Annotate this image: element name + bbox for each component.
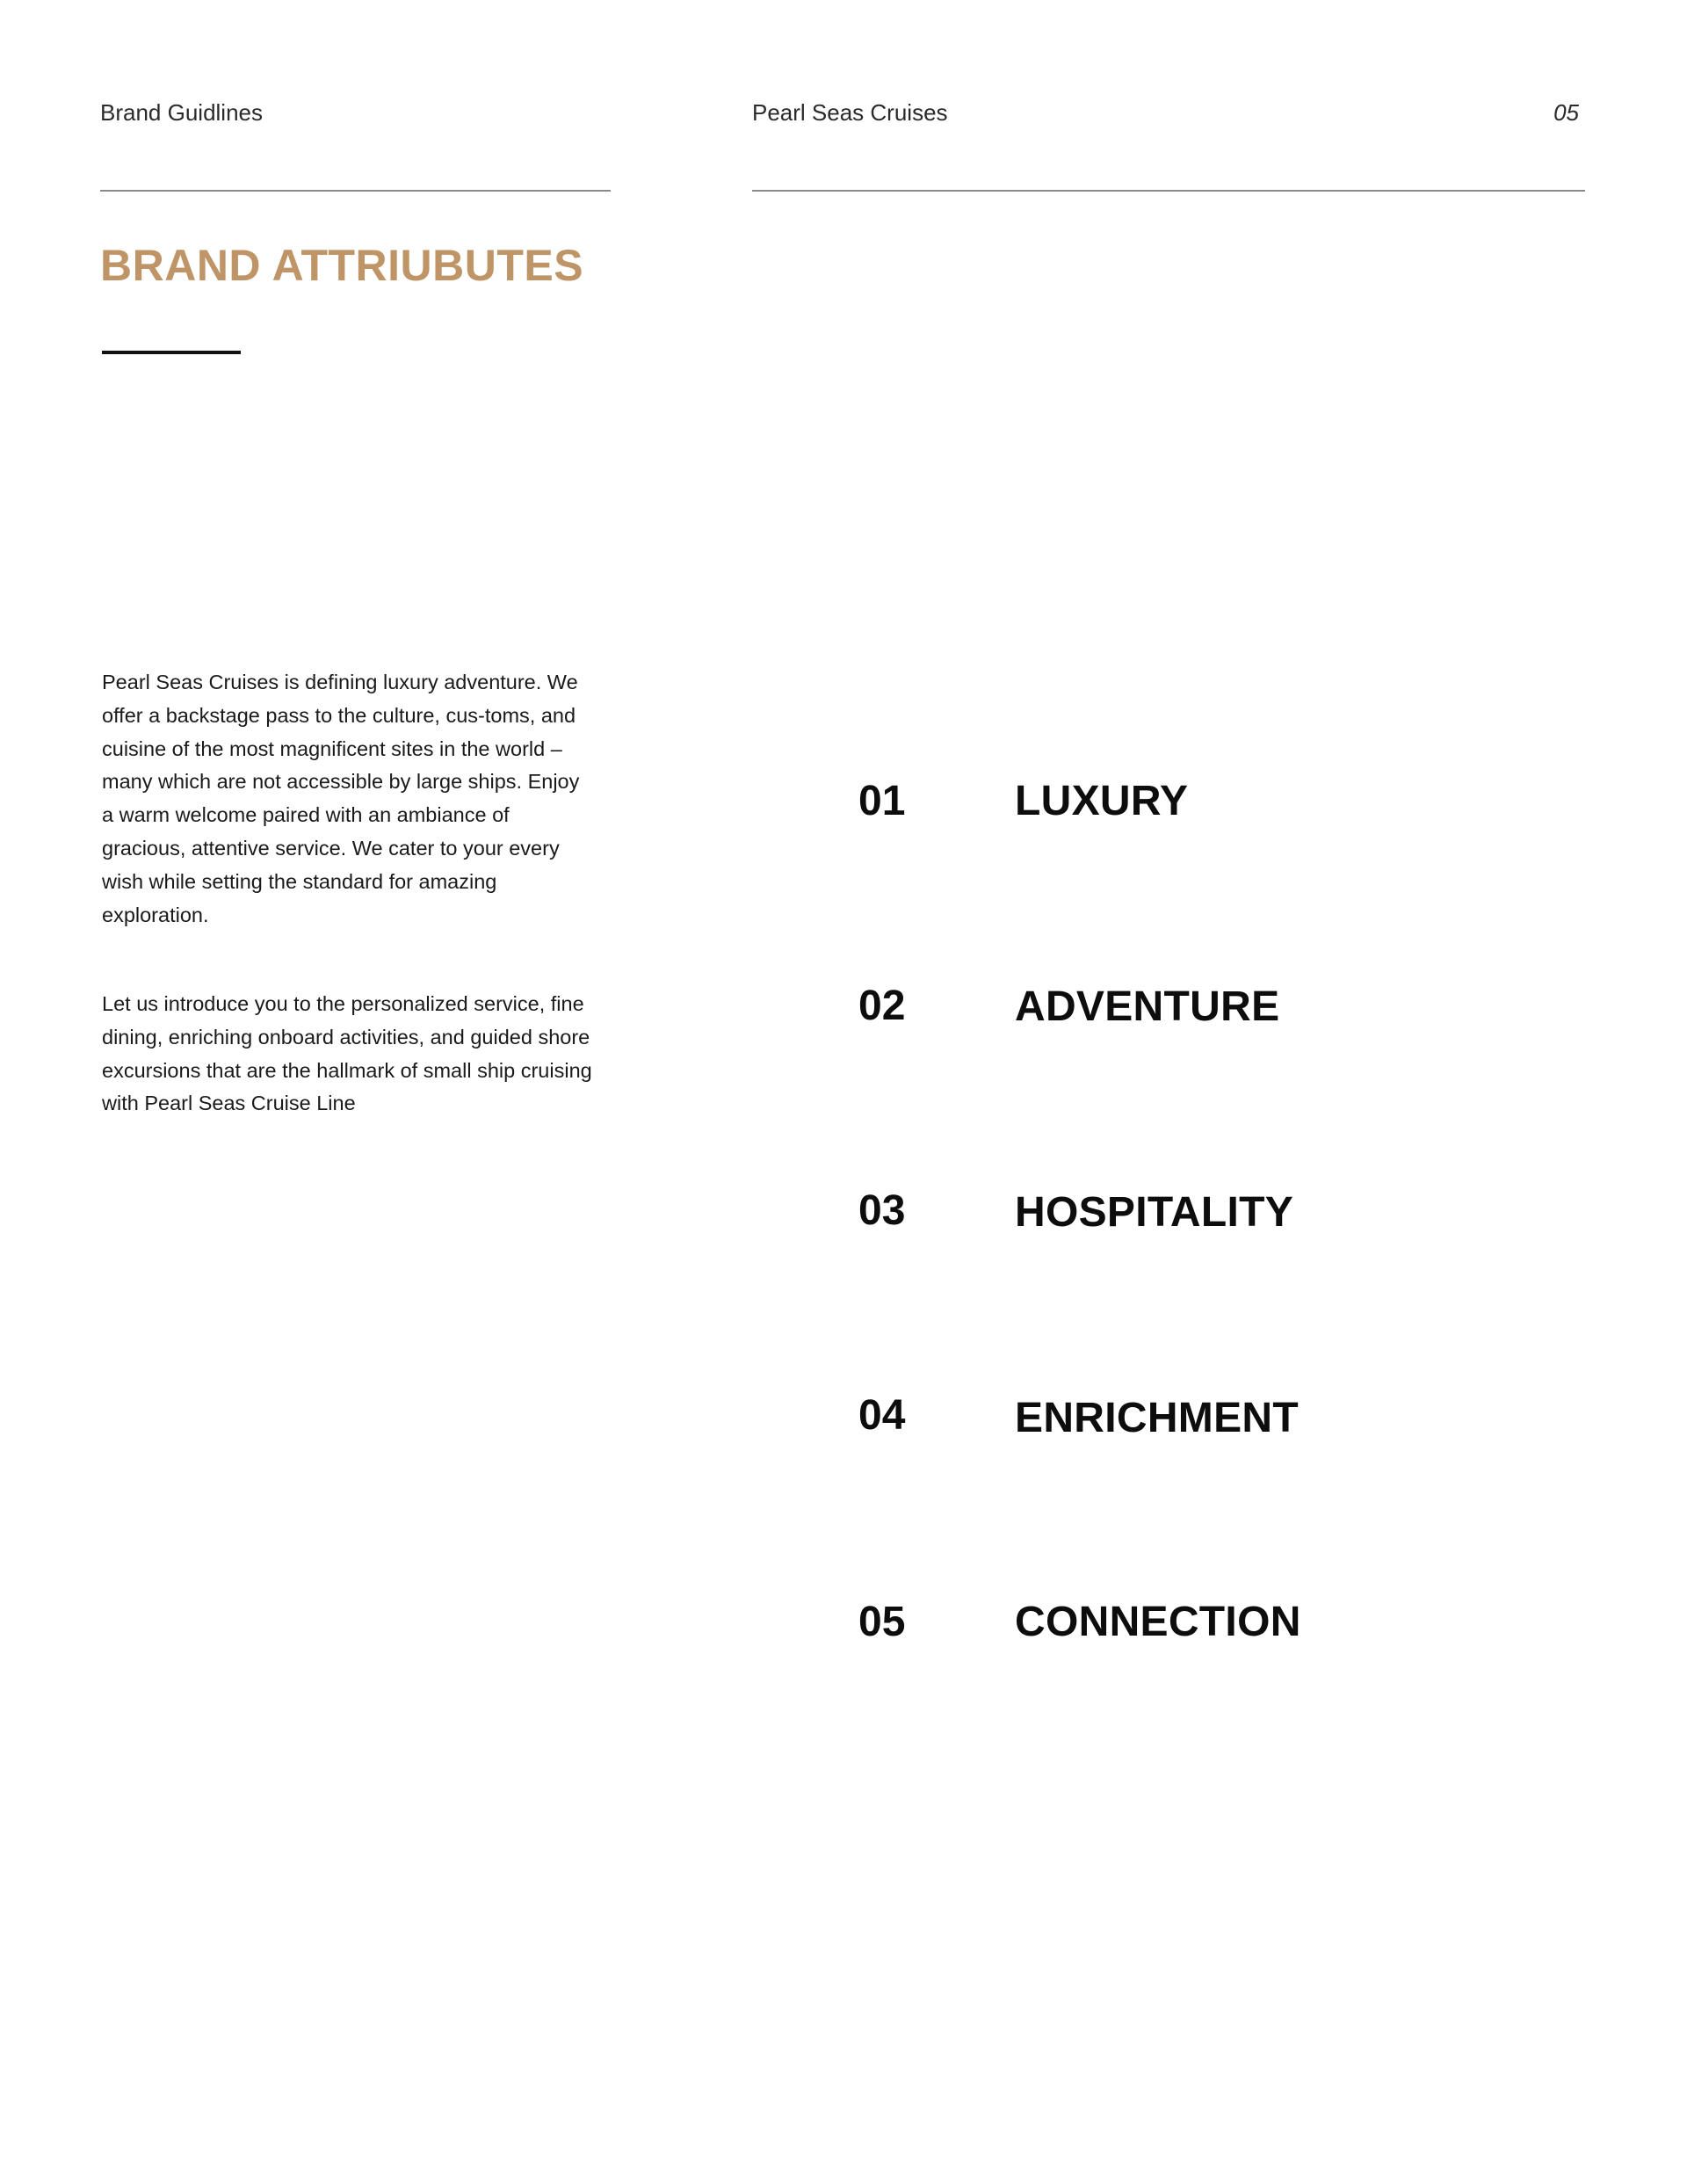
attribute-number-1: 01 xyxy=(858,778,906,824)
intro-paragraph-2: Let us introduce you to the personalized service, fine dining, enriching onboard activities, and guided shore excursions that are the hallmark of small ship cruising with Pearl Seas Cruise Line xyxy=(102,992,592,1115)
header-left-label: Brand Guidlines xyxy=(100,99,263,126)
attribute-number-3: 03 xyxy=(858,1187,906,1234)
page-number: 05 xyxy=(1553,99,1579,126)
header-rule-right xyxy=(752,190,1585,192)
attribute-label-adventure: ADVENTURE xyxy=(1015,983,1280,1030)
intro-paragraph: Pearl Seas Cruises is defining luxury adventure. We offer a backstage pass to the culture, cus-toms, and cuisine of the most magnificent sites in the world – many which are not accessible by large ships. Enjoy a warm welcome paired with an ambiance of gracious, attentive service. We cater to your every wish while setting the standard for amazing exploration. xyxy=(102,671,580,926)
header-title: Pearl Seas Cruises xyxy=(752,99,948,126)
attribute-label-enrichment: ENRICHMENT xyxy=(1015,1395,1299,1441)
attribute-label-hospitality: HOSPITALITY xyxy=(1015,1189,1294,1236)
attribute-number-4: 04 xyxy=(858,1392,906,1439)
header-rule-left xyxy=(100,190,611,192)
attribute-label-luxury: LUXURY xyxy=(1015,778,1189,824)
section-title: BRAND ATTRIUBUTES xyxy=(100,241,584,290)
attribute-label-connection: CONNECTION xyxy=(1015,1599,1301,1645)
title-underline xyxy=(102,351,241,354)
attribute-number-5: 05 xyxy=(858,1599,906,1645)
attribute-number-2: 02 xyxy=(858,983,906,1029)
